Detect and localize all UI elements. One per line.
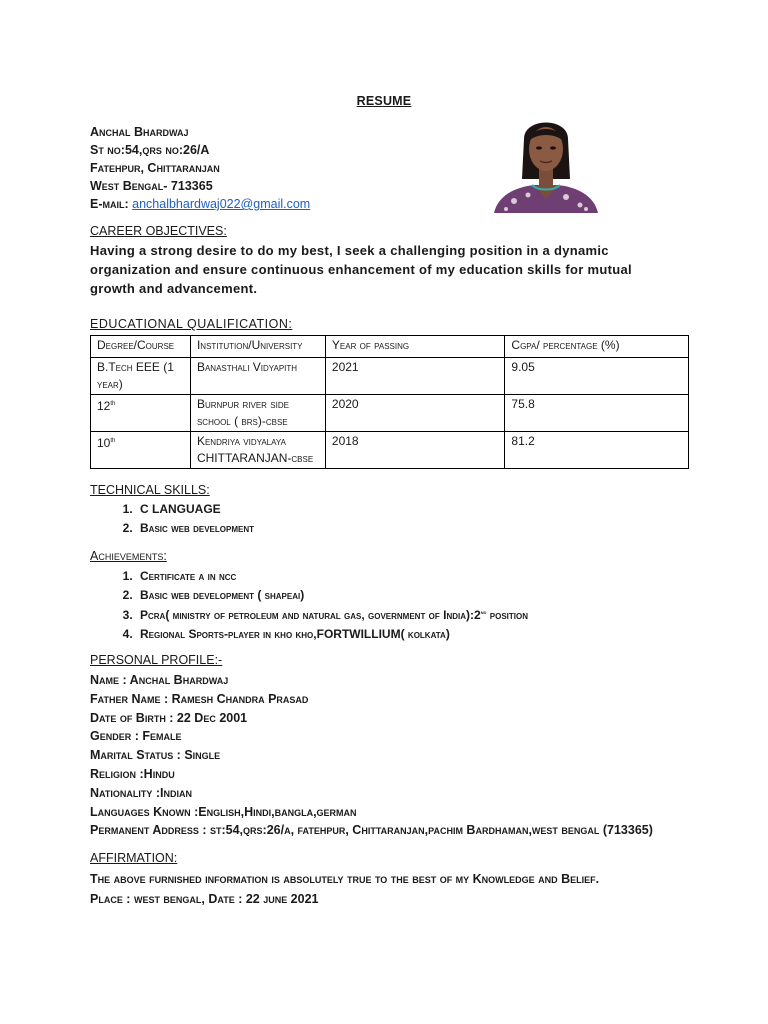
degree-text: 10 — [97, 436, 111, 450]
degree-cell: B.Tech EEE (1 year) — [91, 358, 191, 395]
column-header: Institution/University — [190, 336, 325, 358]
achievement-sup: nd — [480, 610, 487, 616]
email-label: E-mail: — [90, 197, 133, 211]
affirmation-block — [90, 870, 599, 909]
technical-skills-list — [90, 500, 254, 537]
table-row — [91, 358, 689, 395]
email-row — [90, 195, 310, 213]
year-cell: 2018 — [325, 432, 505, 469]
profile-line: Languages Known :English,Hindi,bangla,german — [90, 804, 357, 819]
address-line-3: West Bengal- 713365 — [90, 179, 213, 193]
profile-line: Name : Anchal Bhardwaj — [90, 673, 229, 687]
table-header-row — [91, 336, 689, 358]
achievements-list — [90, 567, 528, 643]
institution-cell: Banasthali Vidyapith — [190, 358, 325, 395]
place-date: Place : west bengal, Date : 22 june 2021 — [90, 891, 319, 906]
profile-line: Father Name : Ramesh Chandra Prasad — [90, 691, 309, 706]
achievement-text: position — [486, 608, 529, 622]
technical-skills-heading: TECHNICAL SKILLS: — [90, 483, 210, 497]
affirmation-text: The above furnished information is absolutely true to the best of my Knowledge and Belief. — [90, 872, 600, 886]
education-table — [90, 335, 689, 469]
column-header: Year of passing — [325, 336, 505, 358]
resume-title: RESUME — [356, 94, 412, 108]
score-cell: 9.05 — [505, 358, 689, 395]
column-header: Degree/Course — [91, 336, 191, 358]
column-header: Cgpa/ percentage (%) — [505, 336, 689, 358]
achievements-heading: Achievements: — [90, 549, 167, 563]
personal-profile-block — [90, 671, 653, 840]
list-item: 1. Certificate a in ncc — [136, 567, 528, 586]
personal-profile-heading: PERSONAL PROFILE:- — [90, 653, 223, 667]
list-item: 4. Regional Sports-player in kho kho,FORTWILLIUM( kolkata) — [136, 625, 528, 644]
list-item: 1. C LANGUAGE — [136, 500, 254, 519]
score-cell: 75.8 — [505, 395, 689, 432]
year-cell: 2021 — [325, 358, 505, 395]
email-link[interactable]: anchalbhardwaj022@gmail.com — [132, 197, 311, 211]
table-row — [91, 432, 689, 469]
portrait-image — [494, 105, 598, 213]
degree-sup: th — [110, 438, 116, 444]
list-item: 2. Basic web development ( shapeai) — [136, 586, 528, 605]
education-heading: EDUCATIONAL QUALIFICATION: — [90, 317, 293, 331]
table-row — [91, 395, 689, 432]
institution-cell: Kendriya vidyalaya CHITTARANJAN-cbse — [190, 432, 325, 469]
profile-line: Nationality :Indian — [90, 785, 192, 800]
list-item: 2. Basic web development — [136, 519, 254, 538]
affirmation-heading: AFFIRMATION: — [90, 851, 178, 865]
degree-cell — [91, 432, 191, 469]
profile-line: Marital Status : Single — [90, 748, 221, 763]
achievement-text: Pcra( ministry of petroleum and natural gas, government of India):2 — [140, 608, 481, 622]
profile-photo — [494, 105, 598, 213]
address-line-1: St no:54,qrs no:26/A — [90, 143, 210, 157]
career-objectives-heading: CAREER OBJECTIVES: — [90, 224, 227, 238]
career-objectives-text: Having a strong desire to do my best, I seek a challenging position in a dynamic organization and ensure continuous enhancement of my education skills for mutual growth and advancement. — [90, 243, 632, 296]
score-cell: 81.2 — [505, 432, 689, 469]
profile-line: Religion :Hindu — [90, 766, 175, 781]
address-line-2: Fatehpur, Chittaranjan — [90, 161, 220, 175]
profile-line: Date of Birth : 22 Dec 2001 — [90, 710, 248, 725]
degree-sup: th — [110, 401, 116, 407]
candidate-name: Anchal Bhardwaj — [90, 125, 189, 139]
profile-line: Permanent Address : st:54,qrs:26/a, fatehpur, Chittaranjan,pachim Bardhaman,west bengal (713365) — [90, 823, 653, 838]
contact-block — [90, 123, 310, 213]
degree-text: 12 — [97, 399, 111, 413]
year-cell: 2020 — [325, 395, 505, 432]
profile-line: Gender : Female — [90, 729, 182, 744]
degree-cell — [91, 395, 191, 432]
institution-cell: Burnpur river side school ( brs)-cbse — [190, 395, 325, 432]
list-item — [136, 604, 528, 625]
